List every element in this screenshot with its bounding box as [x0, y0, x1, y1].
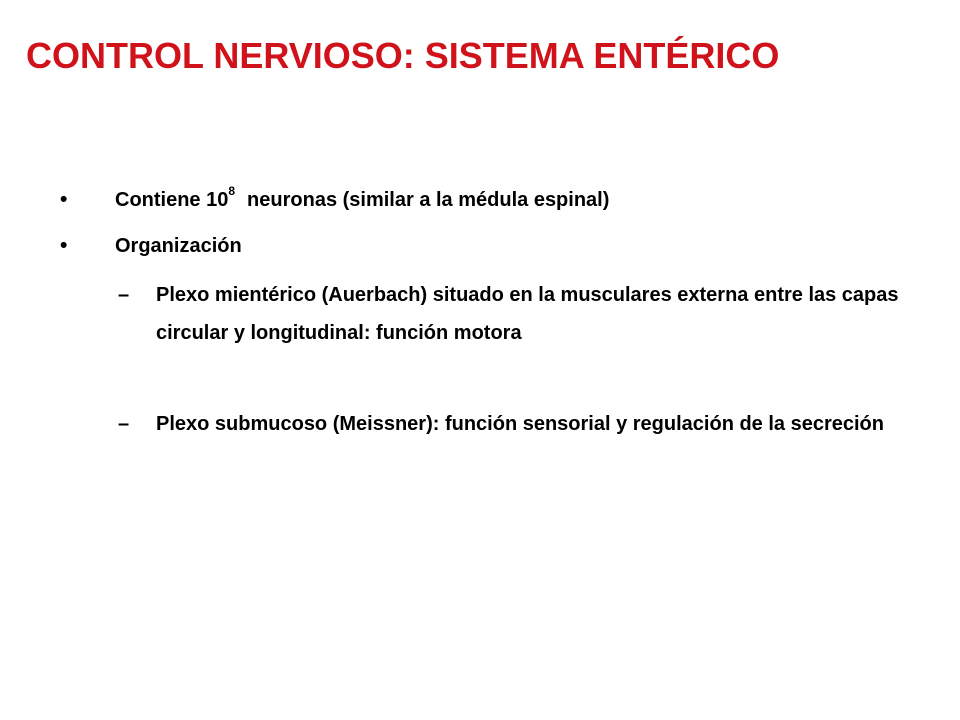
- bullet-marker: •: [60, 188, 68, 211]
- sub-bullet-myenteric-plexus: Plexo mientérico (Auerbach) situado en la musculares externa entre las capas circular y longitudinal: función motora: [156, 284, 899, 344]
- bullet-item-organization: Organización: [115, 235, 242, 257]
- superscript-exponent: 8: [228, 184, 236, 198]
- slide-title: CONTROL NERVIOSO: SISTEMA ENTÉRICO: [26, 35, 780, 76]
- bullet-item-neuron-count: [115, 184, 610, 212]
- bullet-marker: •: [60, 234, 68, 257]
- bullet-text-after: neuronas (similar a la médula espinal): [247, 189, 610, 211]
- sub-bullet-marker: –: [118, 284, 130, 306]
- bullet-text-before: Contiene 10: [115, 189, 229, 211]
- sub-bullet-submucosal-plexus: Plexo submucoso (Meissner): función sensorial y regulación de la secreción: [156, 413, 884, 435]
- sub-bullet-marker: –: [118, 413, 130, 435]
